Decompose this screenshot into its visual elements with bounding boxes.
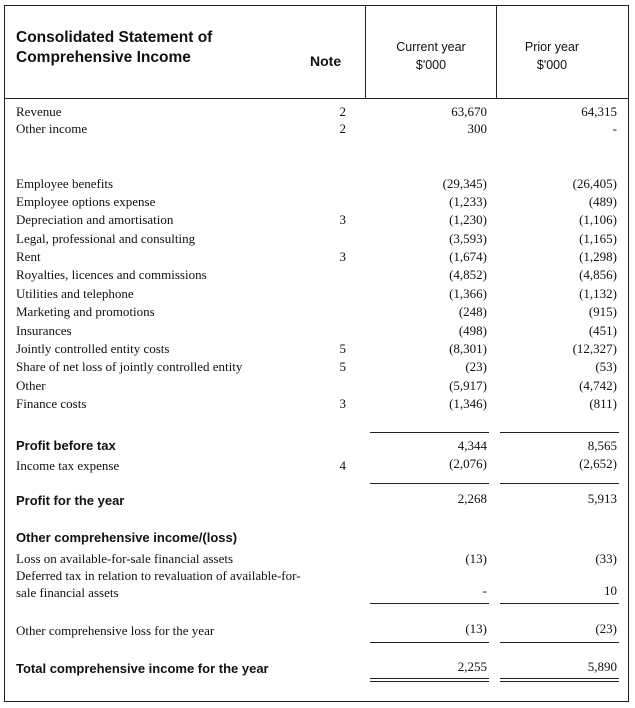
row-prior: (12,327): [572, 341, 617, 356]
row-prior: -: [612, 121, 617, 136]
total-current: 2,255: [457, 659, 487, 674]
row-current: (1,233): [449, 194, 487, 209]
row-current: (1,346): [449, 396, 487, 411]
subtotal-rule-current: [370, 432, 489, 433]
profit-year-current: 2,268: [457, 491, 487, 506]
header-divider: [4, 98, 629, 99]
row-prior: (26,405): [572, 176, 617, 191]
total-rule-prior: [500, 642, 619, 643]
row-label: Share of net loss of jointly controlled entity: [16, 359, 243, 374]
total-double-rule-prior-1: [500, 678, 619, 679]
row-label: Marketing and promotions: [16, 304, 155, 319]
current-year-label: Current year: [396, 40, 466, 54]
prior-year-label: Prior year: [524, 40, 580, 54]
oci-loss-current: (13): [465, 621, 487, 636]
total-double-rule-prior-2: [500, 681, 619, 682]
income-tax-prior: (2,652): [579, 456, 617, 471]
oci-loss-label: Other comprehensive loss for the year: [16, 623, 215, 638]
title-line-1: Consolidated Statement of: [16, 29, 213, 46]
row-prior: (4,856): [579, 267, 617, 282]
profit-before-tax-label: Profit before tax: [16, 438, 116, 453]
row-label: Utilities and telephone: [16, 286, 134, 301]
row-label: Rent: [16, 249, 41, 264]
row-note: 5: [339, 341, 346, 356]
row-current: (248): [458, 304, 487, 319]
profit-before-tax-current: 4,344: [457, 438, 487, 453]
prior-year-header: [497, 38, 607, 74]
profit-before-tax-prior: 8,565: [587, 438, 617, 453]
row-note: 2: [339, 104, 346, 119]
oci-loss-prior: (23): [595, 621, 617, 636]
row-current: (5,917): [449, 378, 487, 393]
row-label: Royalties, licences and commissions: [16, 267, 207, 282]
row-note: 3: [339, 396, 346, 411]
row-label: Depreciation and amortisation: [16, 212, 174, 227]
row-label: Legal, professional and consulting: [16, 231, 196, 246]
oci-header: Other comprehensive income/(loss): [16, 530, 238, 545]
deferred-tax-label-1: Deferred tax in relation to revaluation of available-for-: [16, 568, 301, 583]
row-current: (1,366): [449, 286, 487, 301]
row-prior: (489): [588, 194, 617, 209]
row-current: (498): [458, 323, 487, 338]
row-prior: (451): [588, 323, 617, 338]
total-label: Total comprehensive income for the year: [16, 661, 269, 676]
row-current: (3,593): [449, 231, 487, 246]
row-prior: (1,298): [579, 249, 617, 264]
deferred-tax-current: -: [482, 583, 487, 598]
profit-rule-current: [370, 483, 489, 484]
row-label: Finance costs: [16, 396, 87, 411]
loss-afs-prior: (33): [595, 551, 617, 566]
row-prior: (1,106): [579, 212, 617, 227]
deferred-tax-label-2: sale financial assets: [16, 585, 119, 600]
loss-afs-current: (13): [465, 551, 487, 566]
row-label: Other: [16, 378, 46, 393]
current-year-unit: $'000: [415, 58, 447, 72]
row-label: Employee benefits: [16, 176, 114, 191]
income-tax-current: (2,076): [449, 456, 487, 471]
row-label: Insurances: [16, 323, 72, 338]
row-label: Employee options expense: [16, 194, 156, 209]
income-tax-note: 4: [339, 458, 346, 473]
profit-year-prior: 5,913: [587, 491, 617, 506]
row-current: 300: [467, 121, 487, 136]
row-prior: (915): [588, 304, 617, 319]
deferred-tax-prior: 10: [604, 583, 617, 598]
row-note: 2: [339, 121, 346, 136]
row-current: 63,670: [451, 104, 487, 119]
statement-title: [16, 28, 212, 68]
oci-rule-prior: [500, 603, 619, 604]
title-line-2: Comprehensive Income: [16, 49, 191, 66]
row-note: 5: [339, 359, 346, 374]
row-note: 3: [339, 249, 346, 264]
row-current: (23): [465, 359, 487, 374]
row-prior: (1,132): [579, 286, 617, 301]
income-tax-label: Income tax expense: [16, 458, 120, 473]
row-current: (1,230): [449, 212, 487, 227]
row-note: 3: [339, 212, 346, 227]
row-label: Jointly controlled entity costs: [16, 341, 170, 356]
row-prior: (1,165): [579, 231, 617, 246]
prior-year-unit: $'000: [536, 58, 568, 72]
row-prior: (811): [589, 396, 617, 411]
total-prior: 5,890: [587, 659, 617, 674]
profit-year-label: Profit for the year: [16, 493, 125, 508]
row-current: (29,345): [442, 176, 487, 191]
oci-rule-current: [370, 603, 489, 604]
profit-rule-prior: [500, 483, 619, 484]
row-current: (1,674): [449, 249, 487, 264]
note-column-header: Note: [310, 53, 342, 69]
loss-afs-label: Loss on available-for-sale financial assets: [16, 551, 234, 566]
row-prior: (53): [595, 359, 617, 374]
row-current: (4,852): [449, 267, 487, 282]
current-year-header: [366, 38, 496, 74]
subtotal-rule-prior: [500, 432, 619, 433]
total-double-rule-current-2: [370, 681, 489, 682]
row-label: Other income: [16, 121, 88, 136]
row-label: Revenue: [16, 104, 62, 119]
row-prior: (4,742): [579, 378, 617, 393]
row-current: (8,301): [449, 341, 487, 356]
total-rule-current: [370, 642, 489, 643]
total-double-rule-current-1: [370, 678, 489, 679]
row-prior: 64,315: [581, 104, 617, 119]
